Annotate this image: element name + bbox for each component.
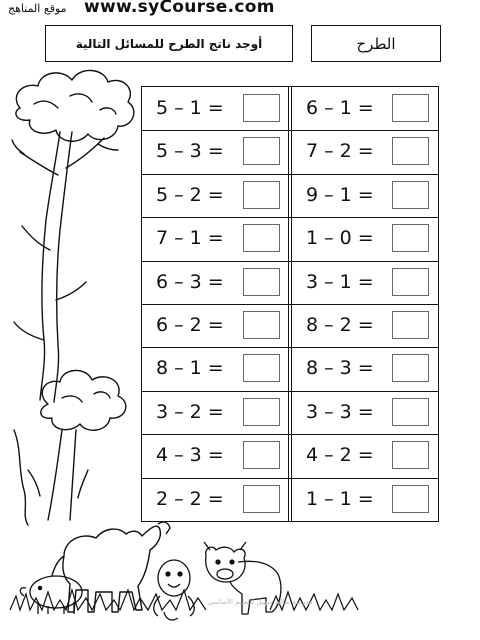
answer-box[interactable]: [243, 354, 280, 382]
answer-box[interactable]: [392, 224, 429, 252]
problem-cell-right: [292, 130, 438, 173]
problem-cell-left: [142, 434, 288, 477]
problem-expression: 4 – 3 =: [156, 444, 224, 467]
problem-expression: 4 – 2 =: [306, 444, 374, 467]
problem-row: [142, 478, 438, 521]
problem-expression: 8 – 3 =: [306, 357, 374, 380]
answer-box[interactable]: [243, 268, 280, 296]
answer-box[interactable]: [392, 311, 429, 339]
problem-expression: 8 – 2 =: [306, 314, 374, 336]
camel-icon: [52, 522, 170, 612]
problem-expression: 1 – 0 =: [306, 227, 374, 250]
problem-cell-left: [142, 174, 288, 217]
problem-cell-left: [142, 130, 288, 173]
problem-expression: 2 – 2 =: [156, 487, 224, 510]
title-box: [311, 25, 441, 62]
problem-expression: 9 – 1 =: [306, 183, 374, 206]
site-banner: [0, 0, 480, 18]
problem-expression: 5 – 1 =: [156, 97, 224, 119]
problem-cell-left: [142, 87, 288, 130]
school-watermark: مدرسة سالم سهيل للتعليم الأساسي: [207, 598, 313, 606]
problem-expression: 6 – 2 =: [156, 314, 224, 336]
answer-box[interactable]: [243, 311, 280, 339]
problem-row: [142, 347, 438, 390]
site-url: www.syCourse.com: [84, 0, 275, 17]
problem-expression: 6 – 1 =: [306, 97, 374, 119]
problem-expression: 5 – 2 =: [156, 183, 224, 206]
problem-row: [142, 391, 438, 434]
answer-box[interactable]: [392, 94, 429, 122]
problem-expression: 7 – 1 =: [156, 227, 224, 250]
problem-expression: 3 – 3 =: [306, 400, 374, 423]
problem-row: [142, 217, 438, 260]
problem-cell-left: [142, 478, 288, 521]
monkey-icon: [154, 560, 195, 620]
problem-cell-right: [292, 261, 438, 304]
problem-row: [142, 434, 438, 477]
problem-cell-left: [142, 391, 288, 434]
answer-box[interactable]: [392, 268, 429, 296]
problem-expression: 3 – 1 =: [306, 270, 374, 293]
tree-icon: [12, 70, 134, 525]
answer-box[interactable]: [243, 94, 280, 122]
pig-icon: [20, 576, 82, 614]
problem-cell-right: [292, 217, 438, 260]
problem-expression: 1 – 1 =: [306, 487, 374, 510]
problem-row: [142, 130, 438, 173]
problem-row: [142, 174, 438, 217]
answer-box[interactable]: [392, 441, 429, 469]
instruction-text: أوجد ناتج الطرح للمسائل التالية: [75, 36, 263, 51]
problem-row: [142, 87, 438, 130]
problem-expression: 8 – 1 =: [156, 357, 224, 380]
answer-box[interactable]: [243, 137, 280, 165]
answer-box[interactable]: [392, 181, 429, 209]
problem-cell-right: [292, 174, 438, 217]
answer-box[interactable]: [243, 398, 280, 426]
answer-box[interactable]: [392, 485, 429, 513]
answer-box[interactable]: [243, 485, 280, 513]
problem-cell-right: [292, 347, 438, 390]
problem-cell-right: [292, 391, 438, 434]
answer-box[interactable]: [392, 354, 429, 382]
problem-row: [142, 304, 438, 347]
problem-expression: 6 – 3 =: [156, 270, 224, 293]
problem-cell-left: [142, 261, 288, 304]
answer-box[interactable]: [243, 224, 280, 252]
problem-grid: [141, 86, 439, 522]
problem-cell-right: [292, 87, 438, 130]
site-name: موقع المناهج: [8, 2, 67, 15]
problem-cell-right: [292, 478, 438, 521]
problem-expression: 7 – 2 =: [306, 140, 374, 163]
answer-box[interactable]: [243, 181, 280, 209]
problem-expression: 3 – 2 =: [156, 400, 224, 423]
problem-cell-left: [142, 304, 288, 347]
problem-cell-left: [142, 347, 288, 390]
answer-box[interactable]: [392, 137, 429, 165]
answer-box[interactable]: [243, 441, 280, 469]
problem-cell-right: [292, 434, 438, 477]
answer-box[interactable]: [392, 398, 429, 426]
problem-cell-right: [292, 304, 438, 347]
problem-expression: 5 – 3 =: [156, 140, 224, 163]
problem-cell-left: [142, 217, 288, 260]
instruction-box: [45, 25, 293, 62]
problem-row: [142, 261, 438, 304]
worksheet-title: الطرح: [356, 34, 396, 53]
